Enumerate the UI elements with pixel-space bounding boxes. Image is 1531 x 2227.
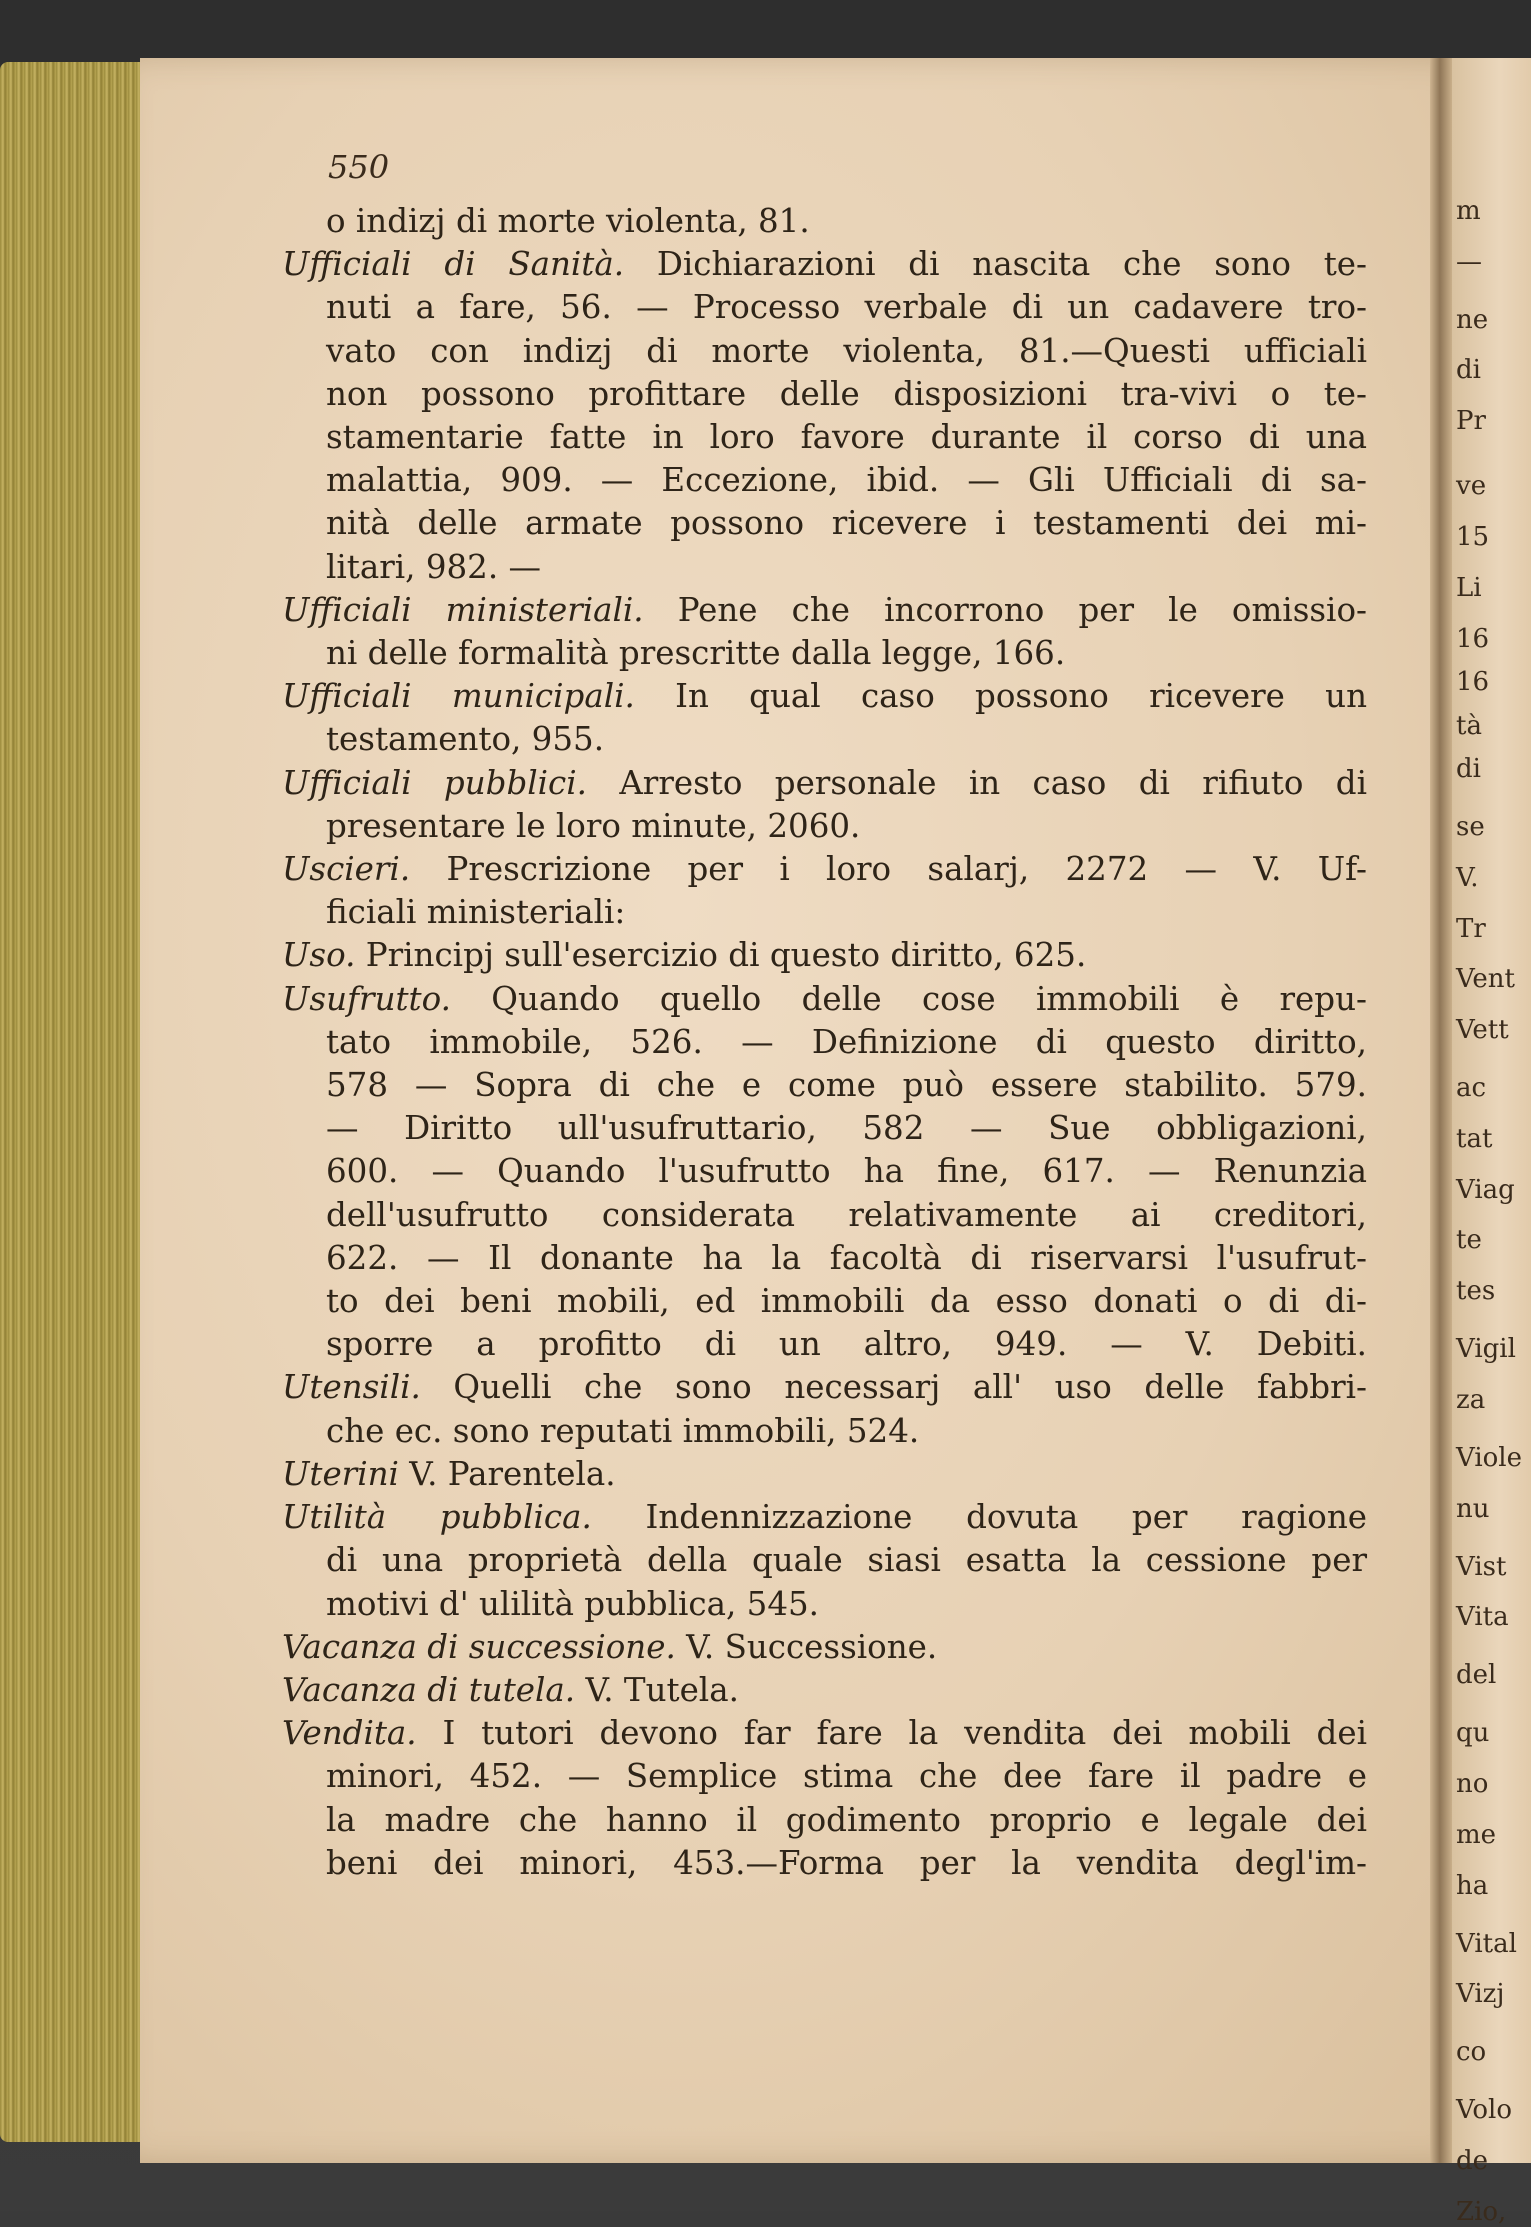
- index-text: dell'usufrutto considerata relativamente ai creditori,: [326, 1195, 1367, 1234]
- facing-page-fragment: —: [1456, 246, 1482, 277]
- index-continuation-line: [282, 286, 1367, 329]
- index-text: presentare le loro minute, 2060.: [326, 806, 861, 845]
- facing-page-fragment: Vist: [1456, 1551, 1507, 1582]
- index-text: 600. — Quando l'usufrutto ha fine, 617. — Renunzia: [326, 1152, 1367, 1191]
- facing-page-fragment: m: [1456, 195, 1481, 226]
- index-text-block: [282, 200, 1367, 1885]
- index-headword: Ufficiali municipali.: [282, 677, 635, 716]
- index-continuation-line: [282, 1539, 1367, 1582]
- index-text: 622. — Il donante ha la facoltà di riservarsi l'usufrut-: [326, 1238, 1367, 1277]
- index-entry-line: [282, 848, 1367, 891]
- index-continuation-line: [282, 546, 1367, 589]
- index-text: Quelli che sono necessarj all' uso delle fabbri-: [420, 1368, 1367, 1407]
- index-entry-line: [282, 1626, 1367, 1669]
- facing-page-fragment: Li: [1456, 572, 1482, 603]
- index-text: Indennizzazione dovuta per ragione: [591, 1498, 1367, 1537]
- index-text: Quando quello delle cose immobili è repu-: [450, 979, 1367, 1018]
- index-text: Pene che incorrono per le omissio-: [643, 590, 1367, 629]
- facing-page-fragment: ne: [1456, 304, 1489, 335]
- index-text: nuti a fare, 56. — Processo verbale di un cadavere tro-: [326, 288, 1367, 327]
- index-headword: Vendita.: [282, 1714, 417, 1753]
- index-continuation-line: [282, 632, 1367, 675]
- index-text: Dichiarazioni di nascita che sono te-: [624, 245, 1367, 284]
- index-continuation-line: [282, 200, 1367, 243]
- index-text: V. Tutela.: [575, 1670, 739, 1709]
- index-continuation-line: [282, 1150, 1367, 1193]
- facing-page-fragment: Vent: [1456, 964, 1515, 995]
- index-entry-line: [282, 978, 1367, 1021]
- index-headword: Ufficiali di Sanità.: [282, 245, 625, 284]
- index-text: beni dei minori, 453.—Forma per la vendita degl'im-: [326, 1843, 1367, 1882]
- index-text: non possono profittare delle disposizioni tra-vivi o te-: [326, 374, 1367, 413]
- facing-page-fragment: tà: [1456, 710, 1482, 741]
- facing-page-fragment: Vital: [1456, 1928, 1517, 1959]
- facing-page-fragment: se: [1456, 812, 1485, 842]
- index-continuation-line: [282, 502, 1367, 545]
- index-headword: Vacanza di successione.: [282, 1627, 676, 1666]
- facing-page-fragment: di: [1456, 754, 1481, 784]
- index-continuation-line: [282, 805, 1367, 848]
- index-continuation-line: [282, 1021, 1367, 1064]
- index-text: I tutori devono far fare la vendita dei mobili dei: [416, 1714, 1367, 1753]
- facing-page-fragment: qu: [1456, 1718, 1490, 1749]
- facing-page-fragment: me: [1456, 1819, 1497, 1850]
- index-headword: Vacanza di tutela.: [282, 1670, 576, 1709]
- index-text: Prescrizione per i loro salarj, 2272 — V. Uf-: [410, 850, 1367, 889]
- index-text: ficiali ministeriali:: [326, 893, 626, 932]
- facing-page-fragment: 16: [1456, 623, 1490, 654]
- facing-page-fragment: V.: [1456, 862, 1479, 893]
- index-text: V. Parentela.: [398, 1454, 616, 1493]
- index-headword: Uterini: [282, 1454, 399, 1493]
- facing-page-fragment: del: [1456, 1660, 1497, 1691]
- index-continuation-line: [282, 1583, 1367, 1626]
- index-continuation-line: [282, 1064, 1367, 1107]
- index-text: di una proprietà della quale siasi esatta la cessione per: [326, 1541, 1367, 1580]
- index-continuation-line: [282, 891, 1367, 934]
- index-text: malattia, 909. — Eccezione, ibid. — Gli Ufficiali di sa-: [326, 461, 1367, 500]
- facing-page-fragment: de: [1456, 2146, 1489, 2176]
- index-headword: Usufrutto.: [282, 979, 451, 1018]
- index-continuation-line: [282, 1237, 1367, 1280]
- facing-page-fragment: Pr: [1456, 406, 1486, 436]
- facing-page-fragment: nu: [1456, 1493, 1490, 1524]
- index-text: — Diritto ull'usufruttario, 582 — Sue obbligazioni,: [326, 1109, 1367, 1148]
- index-continuation-line: [282, 1280, 1367, 1323]
- index-text: stamentarie fatte in loro favore durante il corso di una: [326, 418, 1367, 457]
- index-text: nità delle armate possono ricevere i testamenti dei mi-: [326, 504, 1367, 543]
- facing-page-fragment: Viag: [1456, 1174, 1515, 1205]
- index-text: testamento, 955.: [326, 720, 605, 759]
- index-text: Arresto personale in caso di rifiuto di: [586, 763, 1367, 802]
- index-headword: Ufficiali ministeriali.: [282, 590, 644, 629]
- index-text: motivi d' ulilità pubblica, 545.: [326, 1584, 820, 1623]
- facing-page-fragment: no: [1456, 1769, 1489, 1799]
- facing-page-fragment: Vita: [1456, 1602, 1509, 1633]
- index-text: che ec. sono reputati immobili, 524.: [326, 1411, 920, 1450]
- index-continuation-line: [282, 1799, 1367, 1842]
- index-continuation-line: [282, 718, 1367, 761]
- facing-page-fragment: di: [1456, 355, 1481, 386]
- index-continuation-line: [282, 1323, 1367, 1366]
- index-text: ni delle formalità prescritte dalla legge, 166.: [326, 634, 1066, 673]
- index-entry-line: [282, 1366, 1367, 1409]
- facing-page-fragment: ve: [1456, 471, 1487, 502]
- index-continuation-line: [282, 373, 1367, 416]
- facing-page-fragment: ac: [1456, 1073, 1487, 1103]
- index-entry-line: [282, 1453, 1367, 1496]
- index-continuation-line: [282, 1755, 1367, 1798]
- facing-page-fragment: Vigil: [1456, 1334, 1516, 1364]
- facing-page-fragment: Vett: [1456, 1015, 1509, 1045]
- facing-page-edge: [1452, 58, 1531, 2227]
- index-text: la madre che hanno il godimento proprio e legale dei: [326, 1800, 1367, 1839]
- index-entry-line: [282, 1712, 1367, 1755]
- index-headword: Uso.: [282, 936, 356, 975]
- index-continuation-line: [282, 1410, 1367, 1453]
- index-continuation-line: [282, 416, 1367, 459]
- index-entry-line: [282, 675, 1367, 718]
- book-gutter: [1430, 58, 1452, 2163]
- index-continuation-line: [282, 330, 1367, 373]
- facing-page-fragment: te: [1456, 1225, 1482, 1256]
- index-headword: Utensili.: [282, 1368, 421, 1407]
- index-text: to dei beni mobili, ed immobili da esso donati o di di-: [326, 1282, 1367, 1321]
- index-text: vato con indizj di morte violenta, 81.—Questi ufficiali: [326, 331, 1367, 370]
- index-entry-line: [282, 589, 1367, 632]
- index-continuation-line: [282, 1194, 1367, 1237]
- index-continuation-line: [282, 459, 1367, 502]
- index-text: In qual caso possono ricevere un: [634, 677, 1368, 716]
- facing-page-fragment: tat: [1456, 1123, 1493, 1154]
- facing-page-fragment: tes: [1456, 1276, 1496, 1306]
- index-headword: Ufficiali pubblici.: [282, 763, 587, 802]
- facing-page-fragment: za: [1456, 1384, 1486, 1415]
- facing-page-fragment: 16: [1456, 667, 1490, 697]
- index-text: V. Successione.: [675, 1627, 938, 1666]
- index-text: tato immobile, 526. — Definizione di questo diritto,: [326, 1022, 1367, 1061]
- index-text: litari, 982. —: [326, 547, 542, 586]
- index-text: Principj sull'esercizio di questo diritto, 625.: [355, 936, 1087, 975]
- facing-page-fragment: co: [1456, 2037, 1487, 2068]
- index-text: sporre a profitto di un altro, 949. — V. Debiti.: [326, 1325, 1367, 1364]
- index-headword: Uscieri.: [282, 850, 411, 889]
- index-headword: Utilità pubblica.: [282, 1498, 592, 1537]
- page-number: 550: [328, 148, 390, 186]
- index-entry-line: [282, 1669, 1367, 1712]
- index-entry-line: [282, 1496, 1367, 1539]
- index-text: minori, 452. — Semplice stima che dee fare il padre e: [326, 1757, 1367, 1796]
- index-entry-line: [282, 934, 1367, 977]
- facing-page-fragment: Volo: [1456, 2095, 1513, 2126]
- index-text: o indizj di morte violenta, 81.: [326, 202, 810, 240]
- facing-page-fragment: Zio,: [1456, 2196, 1507, 2227]
- facing-page-fragment: 15: [1456, 522, 1490, 552]
- facing-page-fragment: Tr: [1456, 913, 1486, 944]
- index-entry-line: [282, 762, 1367, 805]
- index-text: 578 — Sopra di che e come può essere stabilito. 579.: [326, 1066, 1367, 1105]
- index-continuation-line: [282, 1107, 1367, 1150]
- book-page-edges: [0, 62, 150, 2142]
- facing-page-fragment: Viole: [1456, 1442, 1522, 1473]
- facing-page-fragment: Vizj: [1456, 1979, 1505, 2010]
- index-entry-line: [282, 243, 1367, 286]
- index-continuation-line: [282, 1842, 1367, 1885]
- facing-page-fragment: ha: [1456, 1870, 1489, 1901]
